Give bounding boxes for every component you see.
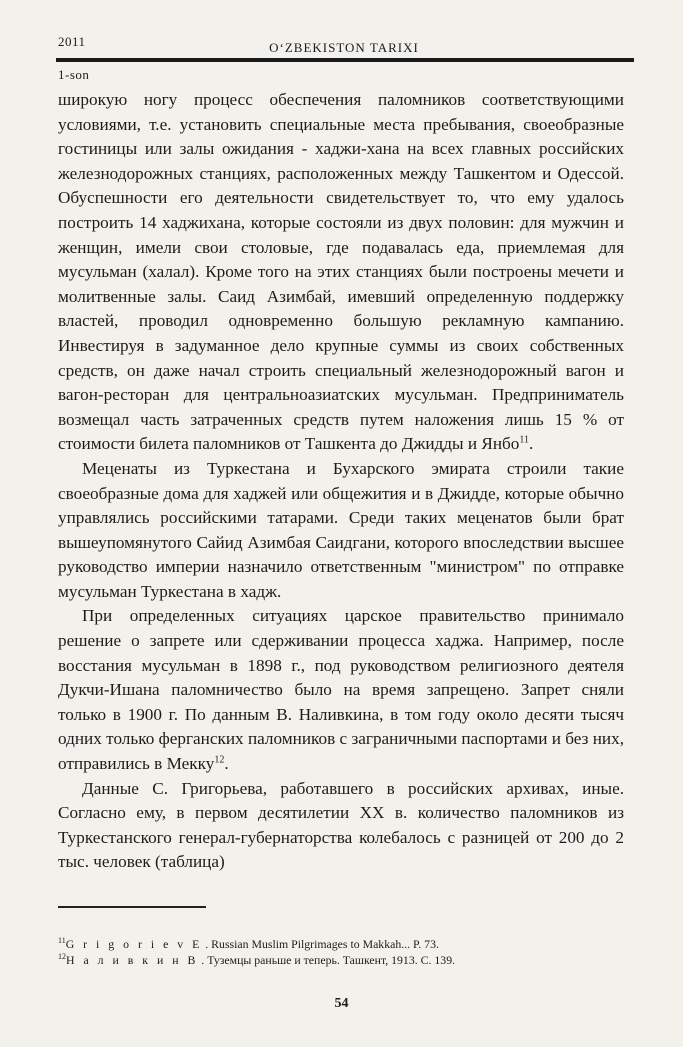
- footnote-rule: [58, 906, 206, 908]
- footnote-number: 11: [58, 936, 66, 946]
- footnotes: [58, 937, 624, 968]
- paragraph-1-end: .: [529, 434, 534, 454]
- footnote-ref-11: 11: [519, 434, 530, 446]
- footnote-ref-12: 12: [214, 754, 225, 766]
- article-body: [58, 88, 624, 875]
- page-number: 54: [334, 996, 349, 1011]
- footnote-11: [58, 937, 624, 953]
- footnote-author: G r i g o r i e v E: [65, 937, 203, 951]
- paragraph-1: [58, 88, 624, 457]
- footnote-text: . Туземцы раньше и теперь. Ташкент, 1913. С. 139.: [198, 952, 456, 967]
- paragraph-2: Меценаты из Туркестана и Бухарского эмирата строили такие своеобразные дома для хаджей или общежития и в Джидде, которые обычно управлялись российскими татарами. Среди таких меценатов были брат вышеупомянутого Сайид Азимбая Саидгани, которого впоследствии высшее руководство империи назначило ответственным "министром" по отправке мусульман Туркестана в хадж.: [58, 458, 624, 601]
- footnote-number: 12: [58, 951, 66, 961]
- footnote-12: [58, 953, 624, 969]
- header-issue: 1-son: [58, 67, 90, 82]
- paragraph-4: Данные С. Григорьева, работавшего в российских архивах, иные. Согласно ему, в первом десятилетии XX в. количество паломников из Туркестанского генерал-губернаторства колебалось с разницей от 200 до 2 тыс. человек (таблица): [58, 778, 624, 872]
- footnote-author: Н а л и в к и н В: [66, 952, 199, 967]
- paragraph-3: [58, 604, 624, 776]
- header-rule: [56, 58, 634, 62]
- footnote-text: . Russian Muslim Pilgrimages to Makkah... P. 73.: [202, 937, 439, 951]
- header-year: 2011: [58, 34, 86, 49]
- header-journal-title: O‘ZBEKISTON TARIXI: [269, 40, 419, 55]
- paragraph-3-text: При определенных ситуациях царское правительство принимало решение о запрете или сдерживании процесса хаджа. Например, после восстания мусульман в 1898 г., под руководством религиозного деятеля Дукчи-Ишана паломничество было на время запрещено. Запрет сняли только в 1900 г. По данным В. Наливкина, в том году около десяти тысяч одних только ферганских паломников с заграничными паспортами и без них, отправились в Мекку: [58, 606, 624, 774]
- paragraph-1-text: широкую ногу процесс обеспечения паломников соответствующими условиями, т.е. установить специальные места пребывания, своеобразные гостиницы или залы ожидания - хаджи-хана на всех главных российских железнодорожных станциях, расположенных между Ташкентом и Одессой. Обуспешности его деятельности свидетельствует то, что ему удалось построить 14 хаджихана, которые состояли из двух половин: для мужчин и женщин, имели свои столовые, где подавалась еда, приемлемая для мусульман (халал). Кроме того на этих станциях были построены мечети и молитвенные залы. Саид Азимбай, имевший определенную поддержку властей, проводил одновременно большую рекламную кампанию. Инвестируя в задуманное дело крупные суммы из своих собственных средств, он даже начал строить специальный железнодорожный вагон и вагон-ресторан для центральноазиатских мусульман. Предприниматель возмещал часть затраченных средств путем наложения лишь 15 % от стоимости билета паломников от Ташкента до Джидды и Янбо: [58, 90, 624, 454]
- paragraph-3-end: .: [224, 754, 229, 774]
